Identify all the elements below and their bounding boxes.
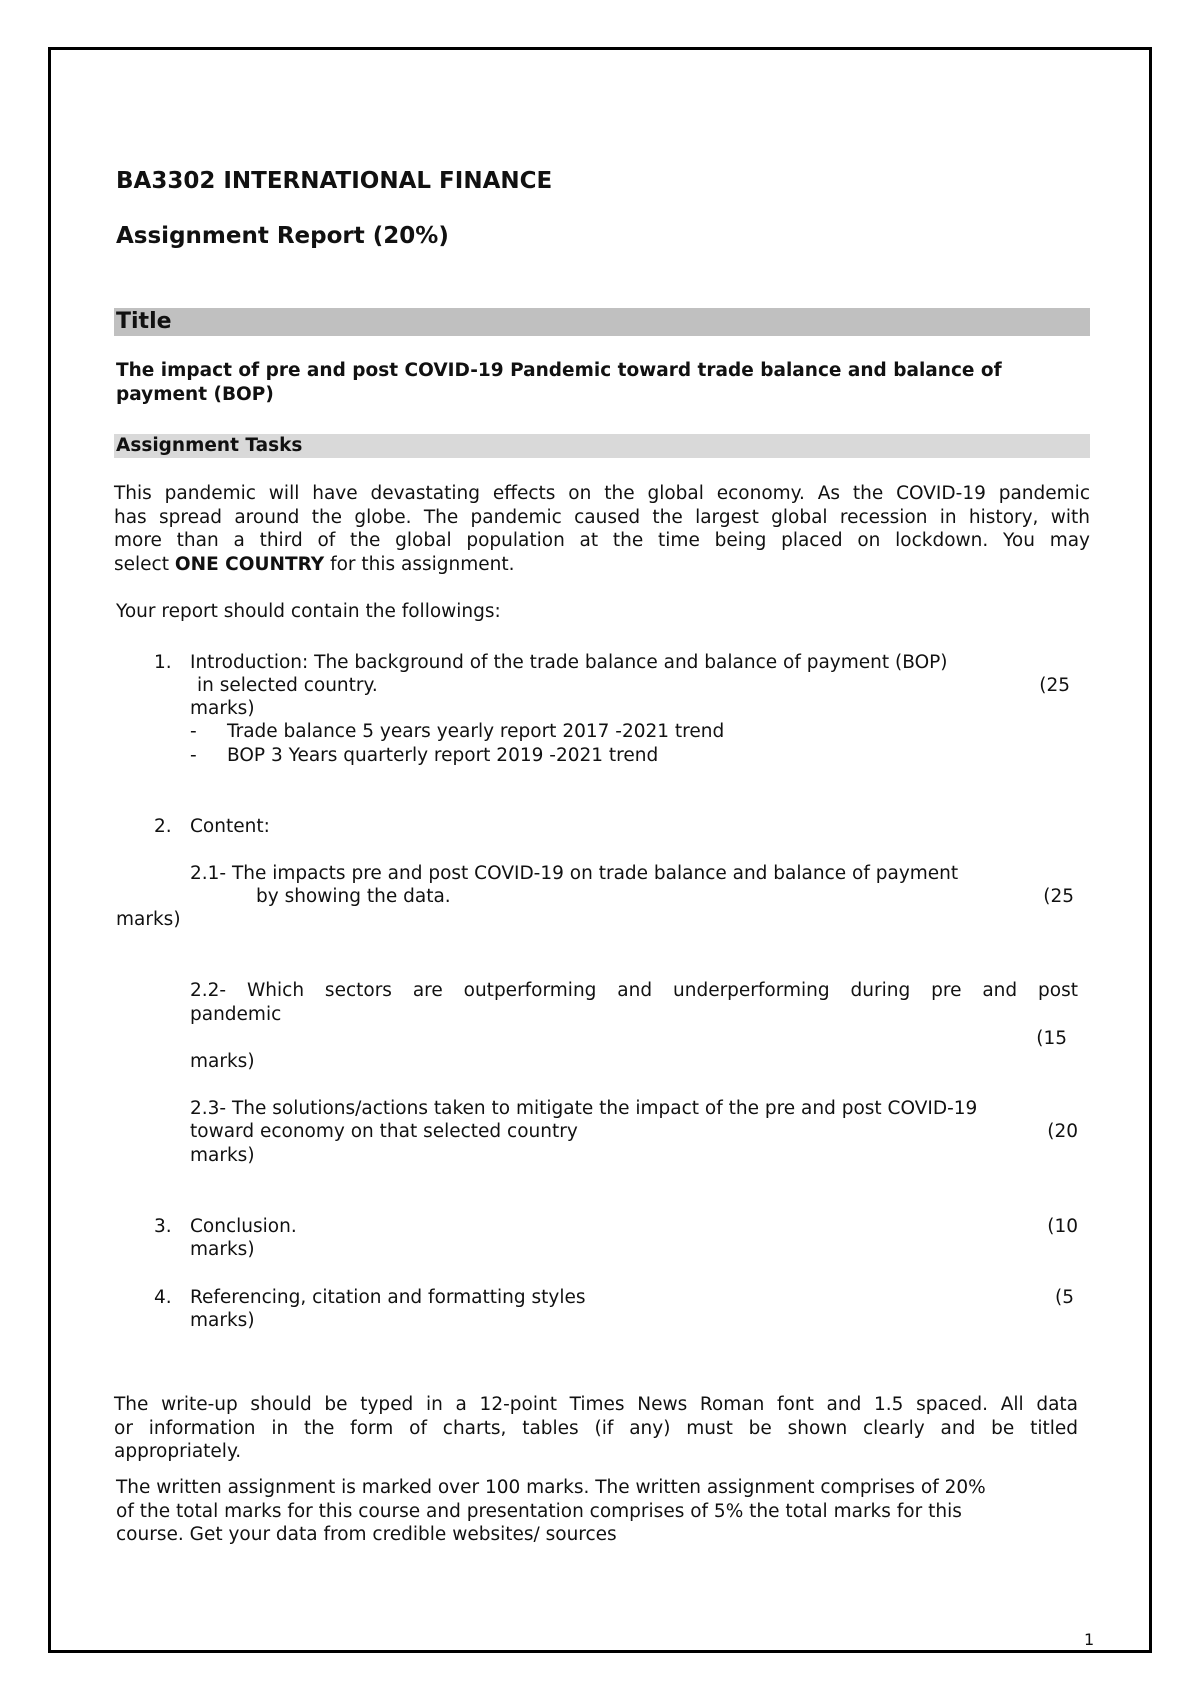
paragraph-line: has spread around the globe. The pandemic caused the largest global recession in history, with [114,506,1090,528]
written-paragraph [116,1476,986,1547]
marks-value: (10 [1047,1216,1078,1237]
item3-label: Conclusion. [190,1216,297,1237]
sub-item-line: 2.3- The solutions/actions taken to mitigate the impact of the pre and post COVID-19 [190,1098,978,1119]
bullet-dash: - [190,721,197,742]
text-run: select [114,553,175,575]
item2-label: Content: [190,816,270,837]
sub-item-line: toward economy on that selected country [190,1121,578,1142]
marks-value: (25 [1039,675,1070,696]
title-heading: Title [116,309,172,334]
marks-value: (20 [1047,1121,1078,1142]
paragraph-line [114,553,1090,577]
bullet-item: BOP 3 Years quarterly report 2019 -2021 trend [227,745,659,766]
marks-word: marks) [190,698,255,719]
paragraph-line: The written assignment is marked over 100 marks. The written assignment comprises of 20% [116,1477,986,1498]
course-code: BA3302 INTERNATIONAL FINANCE [116,168,553,194]
intro-paragraph [114,482,1090,576]
item-number: 1. [154,652,172,673]
item-number: 4. [154,1287,172,1308]
page-number: 1 [1084,1630,1095,1649]
paragraph-line: course. Get your data from credible websites/ sources [116,1524,617,1545]
writeup-paragraph [114,1393,1078,1464]
marks-word: marks) [190,1310,255,1331]
sub-item-line: pandemic [190,1004,282,1025]
paragraph-line: of the total marks for this course and presentation comprises of 5% the total marks for this [116,1500,962,1522]
item1-line: in selected country. [197,675,378,696]
paragraph-line: more than a third of the global population at the time being placed on lockdown. You may [114,530,1090,551]
item4-label: Referencing, citation and formatting styles [190,1287,586,1308]
marks-word: marks) [190,1051,255,1072]
item-number: 2. [154,816,172,837]
marks-word: marks) [116,909,181,930]
sub-item-line: 2.1- The impacts pre and post COVID-19 on trade balance and balance of payment [190,863,959,884]
report-title: Assignment Report (20%) [116,223,449,249]
item1-line: Introduction: The background of the trade balance and balance of payment (BOP) [190,652,948,673]
topic-line: payment (BOP) [116,383,274,405]
tasks-heading: Assignment Tasks [116,435,303,456]
sub-item-line: by showing the data. [256,886,451,907]
paragraph-line: or information in the form of charts, tables (if any) must be shown clearly and be titled [114,1417,1078,1439]
item-number: 3. [154,1216,172,1237]
marks-word: marks) [190,1239,255,1260]
paragraph-line: The write-up should be typed in a 12-point Times News Roman font and 1.5 spaced. All data [114,1394,1078,1415]
marks-value: (15 [1036,1028,1067,1049]
marks-word: marks) [190,1145,255,1166]
paragraph-line: appropriately. [114,1441,242,1462]
bullet-dash: - [190,745,197,766]
bullet-item: Trade balance 5 years yearly report 2017 -2021 trend [227,721,725,742]
paragraph-line: This pandemic will have devastating effects on the global economy. As the COVID-19 pandemic [114,483,1090,504]
sub-item-line: 2.2- Which sectors are outperforming and underperforming during pre and post [190,980,1078,1001]
marks-value: (25 [1043,886,1074,907]
topic-line: The impact of pre and post COVID-19 Pandemic toward trade balance and balance of [116,360,1002,381]
country-emphasis: ONE COUNTRY [174,553,325,575]
contains-intro: Your report should contain the followings: [116,601,501,622]
text-run: for this assignment. [324,553,515,575]
marks-value: (5 [1055,1287,1074,1308]
topic-title [116,359,1002,406]
title-band [114,308,1090,336]
